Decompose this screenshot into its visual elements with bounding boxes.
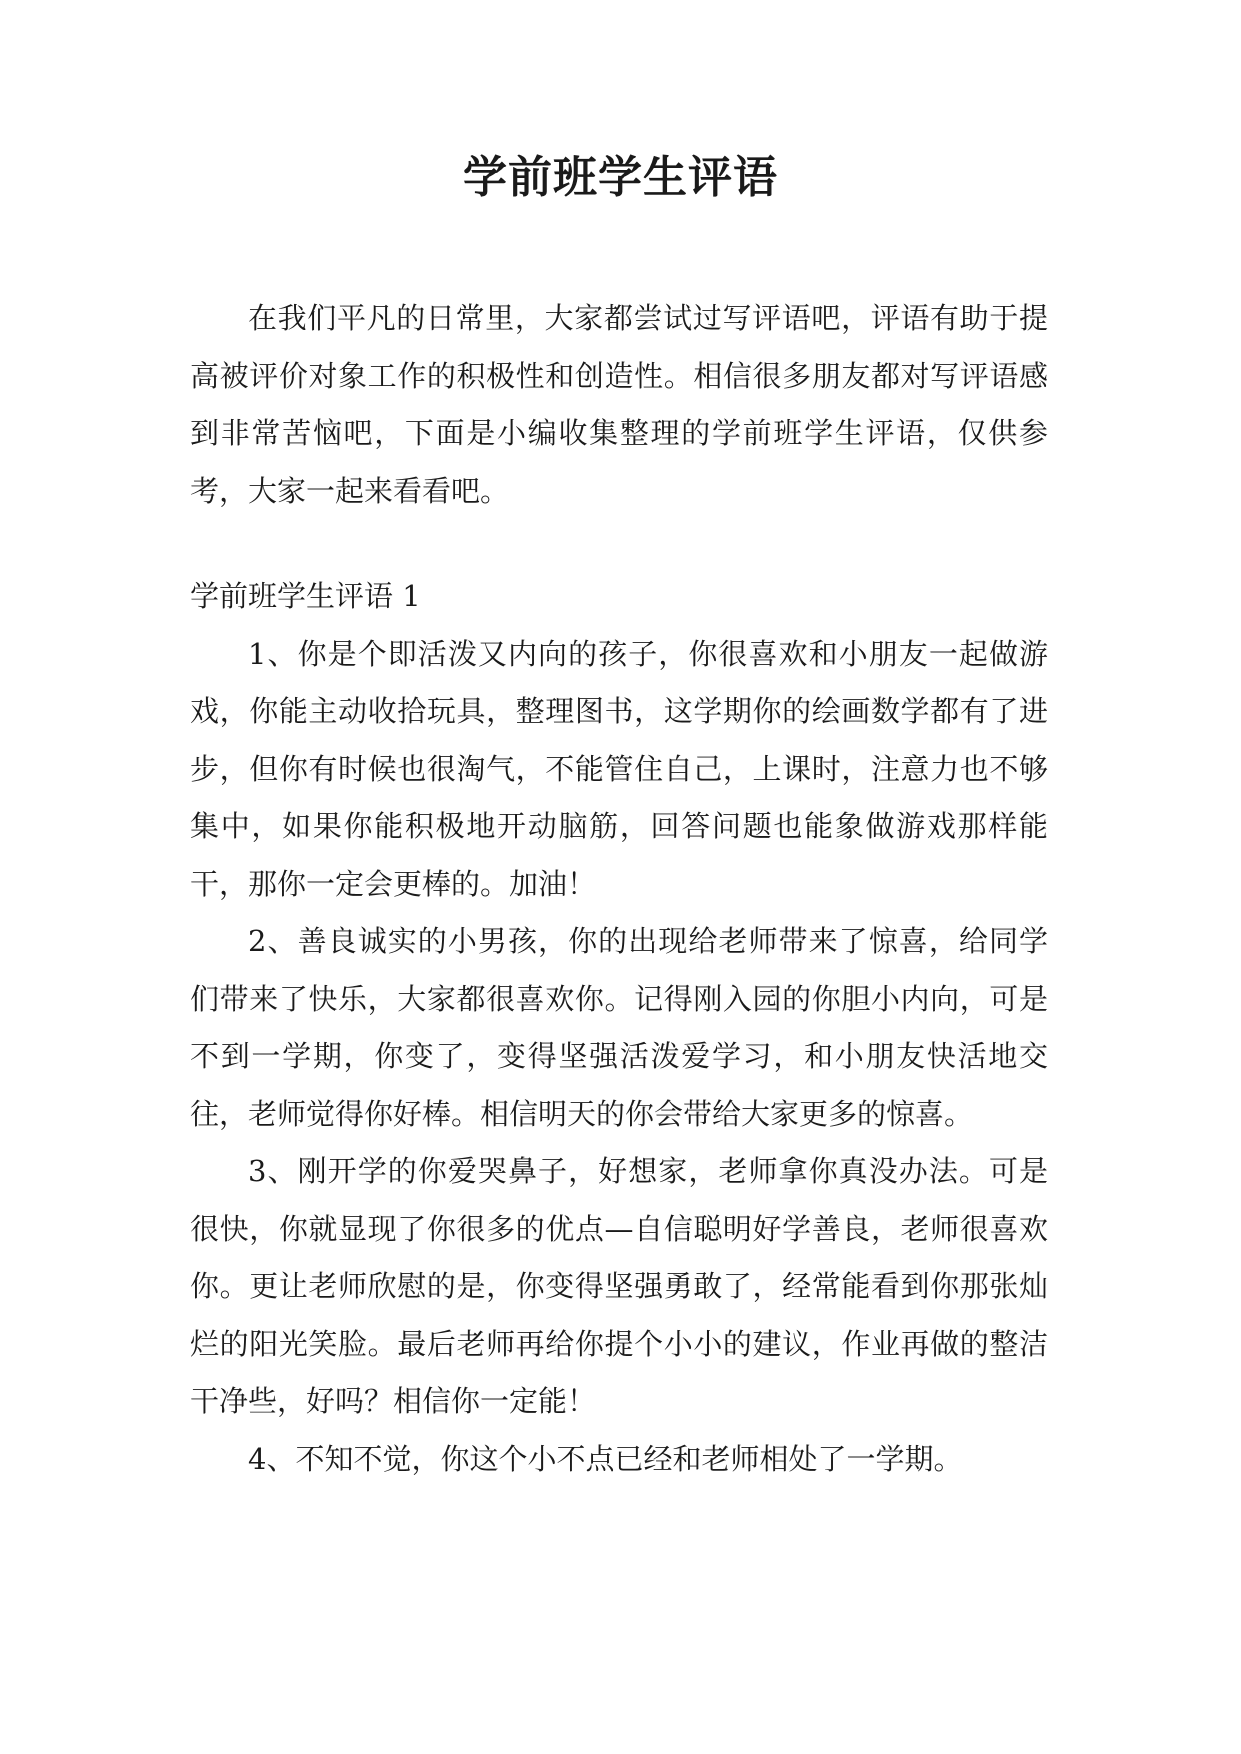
intro-paragraph: 在我们平凡的日常里，大家都尝试过写评语吧，评语有助于提高被评价对象工作的积极性和创造性。相信很多朋友都对写评语感到非常苦恼吧，下面是小编收集整理的学前班学生评语，仅供参考，大家一起来看看吧。 (190, 301, 1048, 508)
section-heading: 学前班学生评语 1 (190, 579, 421, 613)
document-body (190, 290, 1048, 1488)
document-title: 学前班学生评语 (463, 152, 778, 203)
comment-paragraph-1: 1、你是个即活泼又内向的孩子，你很喜欢和小朋友一起做游戏，你能主动收拾玩具，整理图书，这学期你的绘画数学都有了进步，但你有时候也很淘气，不能管住自己，上课时，注意力也不够集中，如果你能积极地开动脑筋，回答问题也能象做游戏那样能干，那你一定会更棒的。加油！ (190, 636, 1048, 901)
comment-paragraph-3: 3、刚开学的你爱哭鼻子，好想家，老师拿你真没办法。可是很快，你就显现了你很多的优点—自信聪明好学善良，老师很喜欢你。更让老师欣慰的是，你变得坚强勇敢了，经常能看到你那张灿烂的阳光笑脸。最后老师再给你提个小小的建议，作业再做的整洁干净些，好吗？相信你一定能！ (190, 1154, 1048, 1418)
comment-paragraph-4: 4、不知不觉，你这个小不点已经和老师相处了一学期。 (248, 1441, 963, 1476)
comment-paragraph-2: 2、善良诚实的小男孩，你的出现给老师带来了惊喜，给同学们带来了快乐，大家都很喜欢你。记得刚入园的你胆小内向，可是不到一学期，你变了，变得坚强活泼爱学习，和小朋友快活地交往，老师觉得你好棒。相信明天的你会带给大家更多的惊喜。 (190, 924, 1048, 1131)
